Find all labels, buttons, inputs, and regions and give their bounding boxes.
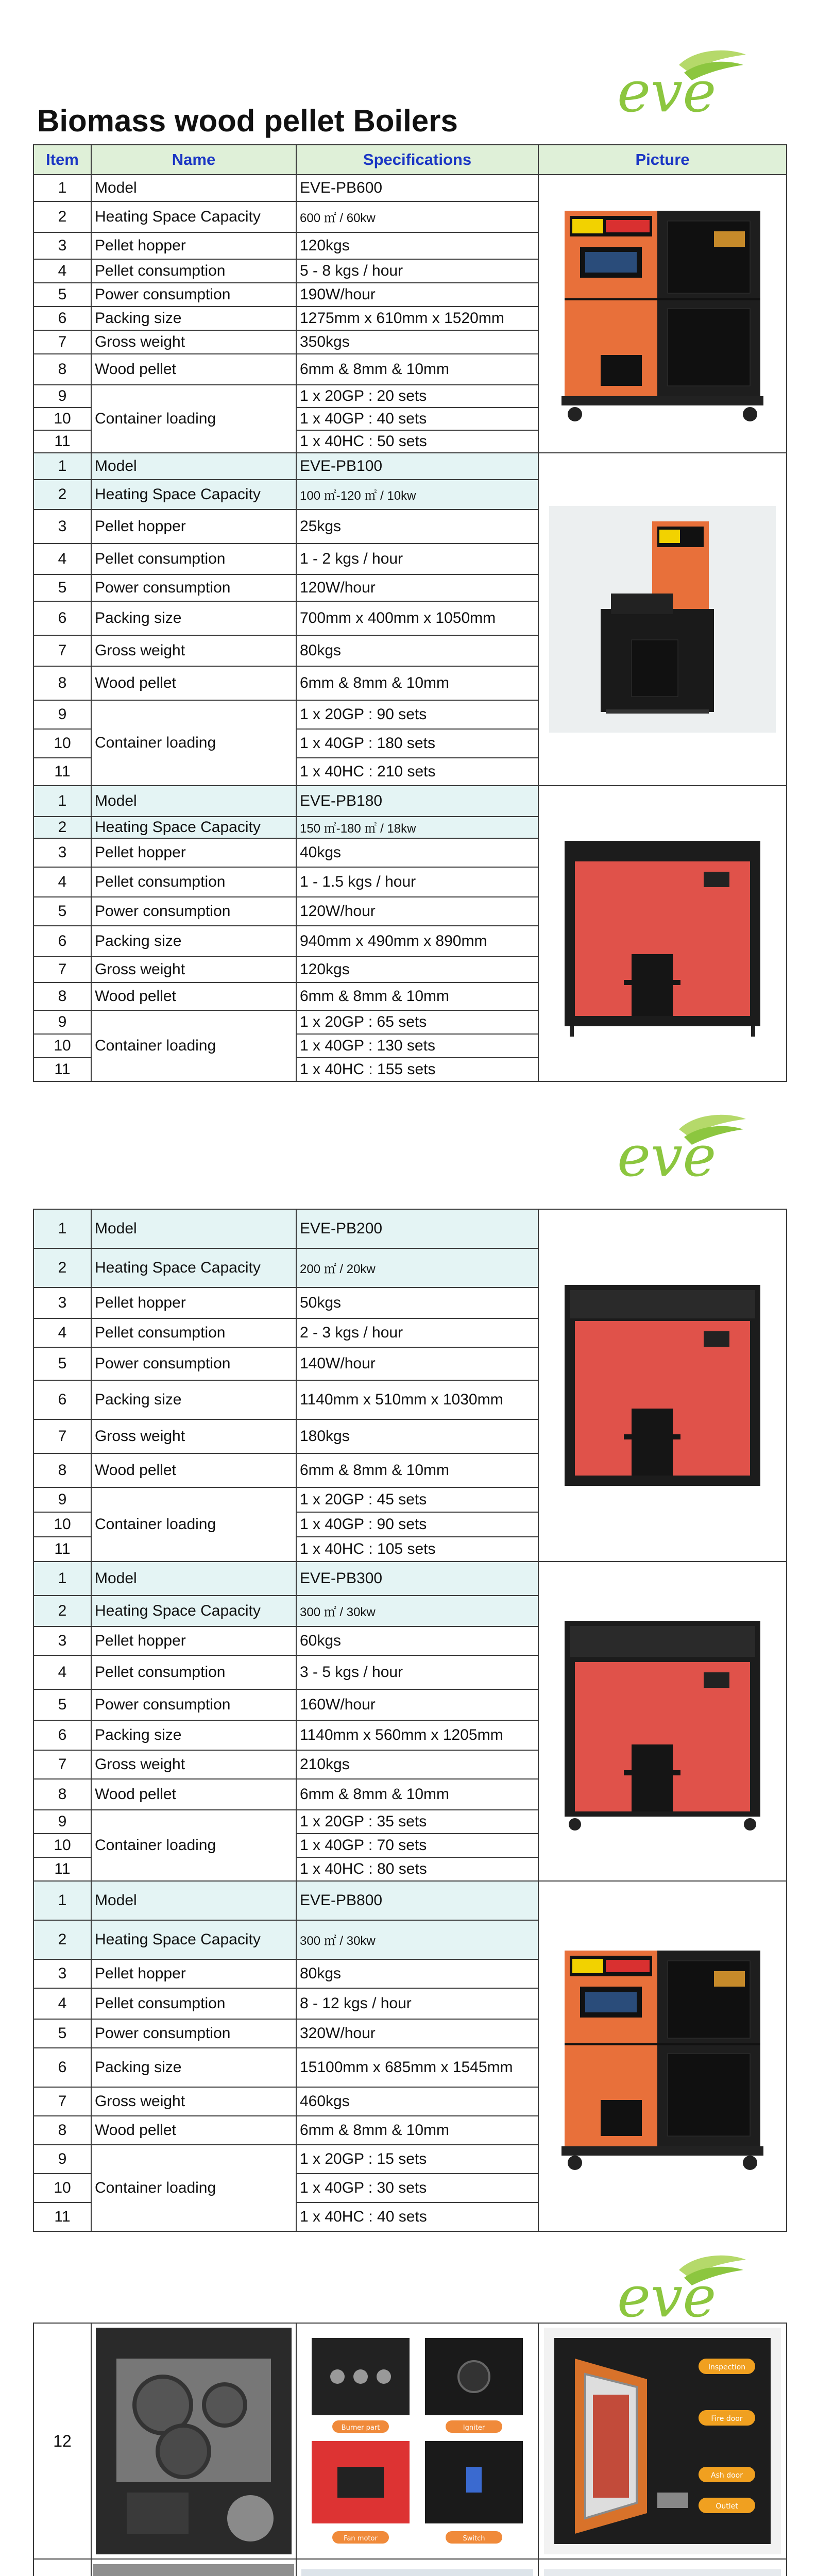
spec-value: 6mm & 8mm & 10mm — [296, 1779, 538, 1810]
row-name: Packing size — [91, 1380, 296, 1419]
row-index: 9 — [33, 700, 91, 729]
row-index: 7 — [33, 330, 91, 354]
heating-capacity-part: 100 ㎡-120 ㎡ — [300, 489, 377, 503]
row-index: 8 — [33, 666, 91, 700]
spec-value: 8 - 12 kgs / hour — [296, 1988, 538, 2019]
spec-value: 1 x 40HC : 155 sets — [296, 1058, 538, 1081]
row-index: 1 — [33, 175, 91, 201]
row-name: Power consumption — [91, 1689, 296, 1720]
spec-value: 1 x 20GP : 20 sets — [296, 385, 538, 408]
row-index: 5 — [33, 574, 91, 601]
spec-value: 1 - 2 kgs / hour — [296, 544, 538, 574]
row-name: Packing size — [91, 601, 296, 635]
row-name: Gross weight — [91, 1419, 296, 1453]
row-name: Container loading — [91, 700, 296, 786]
row-index: 6 — [33, 601, 91, 635]
row-index: 11 — [33, 1537, 91, 1562]
boiler-image-pb180 — [542, 820, 783, 1047]
heating-capacity-part: / 30kw — [336, 1605, 376, 1619]
spec-value: 1 x 20GP : 35 sets — [296, 1810, 538, 1834]
spec-value: 1 x 40GP : 70 sets — [296, 1834, 538, 1857]
row-index: 1 — [33, 453, 91, 480]
boiler-picture-cell — [538, 1209, 787, 1562]
row-name: Gross weight — [91, 1750, 296, 1779]
table-row — [33, 1881, 787, 1920]
row-name: Power consumption — [91, 897, 296, 926]
header-item: Item — [33, 145, 91, 175]
row-index: 9 — [33, 1810, 91, 1834]
spec-value — [296, 817, 538, 838]
row-name: Gross weight — [91, 2087, 296, 2116]
spec-value: EVE-PB200 — [296, 1209, 538, 1248]
row-name: Pellet consumption — [91, 259, 296, 283]
spec-value: 460kgs — [296, 2087, 538, 2116]
row-index: 10 — [33, 1834, 91, 1857]
door-label: Fire door — [711, 2415, 743, 2423]
row-index: 4 — [33, 1988, 91, 2019]
spec-value: 80kgs — [296, 1959, 538, 1988]
row-name: Heating Space Capacity — [91, 1920, 296, 1959]
table-row — [33, 175, 787, 201]
spec-value — [296, 201, 538, 232]
row-name: Heating Space Capacity — [91, 480, 296, 510]
boiler-image-pb800 — [542, 1940, 783, 2172]
door-label: Inspection — [708, 2363, 746, 2371]
spec-value: 2 - 3 kgs / hour — [296, 1318, 538, 1347]
spec-value: 6mm & 8mm & 10mm — [296, 666, 538, 700]
row-index: 3 — [33, 838, 91, 867]
spec-value: 1 x 20GP : 15 sets — [296, 2145, 538, 2174]
row-index: 10 — [33, 729, 91, 758]
spec-value: 350kgs — [296, 330, 538, 354]
spec-value: 25kgs — [296, 510, 538, 544]
photo-table — [33, 2323, 787, 2576]
spec-value: 1 x 40HC : 40 sets — [296, 2202, 538, 2231]
row-index: 6 — [33, 307, 91, 330]
row-index: 1 — [33, 786, 91, 817]
spec-value: 1140mm x 510mm x 1030mm — [296, 1380, 538, 1419]
row-name: Packing size — [91, 307, 296, 330]
door-label: Ash door — [711, 2471, 743, 2480]
row-index: 5 — [33, 1347, 91, 1380]
row-index: 4 — [33, 259, 91, 283]
row-index: 1 — [33, 1881, 91, 1920]
spec-value: 320W/hour — [296, 2019, 538, 2048]
table-row — [33, 1562, 787, 1596]
part-label: Burner part — [341, 2424, 380, 2432]
spec-value: 700mm x 400mm x 1050mm — [296, 601, 538, 635]
components-photo — [296, 2323, 538, 2559]
row-index: 4 — [33, 1318, 91, 1347]
row-index: 8 — [33, 1779, 91, 1810]
row-index: 10 — [33, 2174, 91, 2202]
row-index: 5 — [33, 2019, 91, 2048]
row-name: Pellet hopper — [91, 232, 296, 259]
row-name: Container loading — [91, 1010, 296, 1081]
burner-plate-photo — [91, 2559, 296, 2576]
logo-text: eve — [617, 59, 717, 122]
spec-value: 1 x 40HC : 105 sets — [296, 1537, 538, 1562]
row-index: 11 — [33, 1058, 91, 1081]
row-name: Gross weight — [91, 957, 296, 982]
part-label: Fan motor — [344, 2535, 378, 2543]
row-index: 8 — [33, 982, 91, 1010]
table-header-row — [33, 145, 787, 175]
eve-logo — [607, 2249, 761, 2327]
boiler-picture-cell — [538, 1562, 787, 1881]
gear-drive-photo — [91, 2323, 296, 2559]
page-title: Biomass wood pellet Boilers — [37, 104, 458, 138]
row-name: Pellet hopper — [91, 1287, 296, 1318]
row-index: 4 — [33, 1655, 91, 1689]
row-name: Pellet consumption — [91, 1988, 296, 2019]
row-name: Pellet hopper — [91, 1959, 296, 1988]
spec-value: 15100mm x 685mm x 1545mm — [296, 2048, 538, 2087]
row-name: Model — [91, 453, 296, 480]
row-name: Pellet hopper — [91, 838, 296, 867]
row-index: 10 — [33, 1512, 91, 1537]
spec-value: 5 - 8 kgs / hour — [296, 259, 538, 283]
spec-value: 60kgs — [296, 1626, 538, 1655]
spec-value: 3 - 5 kgs / hour — [296, 1655, 538, 1689]
boiler-picture-cell — [538, 1881, 787, 2231]
row-name: Pellet consumption — [91, 1655, 296, 1689]
spec-value: 1 x 20GP : 65 sets — [296, 1010, 538, 1034]
spec-value: 6mm & 8mm & 10mm — [296, 982, 538, 1010]
row-index: 6 — [33, 1380, 91, 1419]
row-index: 9 — [33, 1010, 91, 1034]
row-name: Model — [91, 786, 296, 817]
logo-text: eve — [617, 2264, 717, 2327]
row-name: Pellet consumption — [91, 544, 296, 574]
photo-row — [33, 2559, 787, 2576]
row-index: 9 — [33, 385, 91, 408]
row-index: 7 — [33, 957, 91, 982]
spec-value: 160W/hour — [296, 1689, 538, 1720]
photo-row — [33, 2323, 787, 2559]
spec-value: 80kgs — [296, 635, 538, 666]
table-row — [33, 1209, 787, 1248]
row-index: 3 — [33, 1959, 91, 1988]
row-name: Pellet hopper — [91, 1626, 296, 1655]
row-index: 10 — [33, 1034, 91, 1058]
row-index: 11 — [33, 430, 91, 453]
part-label: Igniter — [463, 2424, 485, 2432]
row-name: Model — [91, 175, 296, 201]
row-name: Power consumption — [91, 574, 296, 601]
spec-value: EVE-PB300 — [296, 1562, 538, 1596]
spec-value: 180kgs — [296, 1419, 538, 1453]
row-name: Packing size — [91, 1720, 296, 1750]
spec-value: EVE-PB800 — [296, 1881, 538, 1920]
spec-value: 1 x 20GP : 45 sets — [296, 1487, 538, 1512]
row-index: 11 — [33, 758, 91, 786]
row-name: Wood pellet — [91, 1779, 296, 1810]
header-name: Name — [91, 145, 296, 175]
spec-value: 1 x 40GP : 30 sets — [296, 2174, 538, 2202]
row-index: 8 — [33, 354, 91, 385]
row-index: 9 — [33, 2145, 91, 2174]
open-door-photo — [538, 2323, 787, 2559]
boiler-image-pb300 — [542, 1605, 783, 1837]
spec-value: 1 x 40HC : 80 sets — [296, 1857, 538, 1881]
spec-value: 1 x 40GP : 130 sets — [296, 1034, 538, 1058]
spec-value: 190W/hour — [296, 283, 538, 307]
row-index: 2 — [33, 817, 91, 838]
row-name: Container loading — [91, 1810, 296, 1881]
door-label: Outlet — [716, 2502, 738, 2511]
row-name: Power consumption — [91, 1347, 296, 1380]
row-name: Heating Space Capacity — [91, 201, 296, 232]
row-name: Packing size — [91, 2048, 296, 2087]
spec-value: 1 x 40GP : 180 sets — [296, 729, 538, 758]
boiler-picture-cell — [538, 175, 787, 453]
spec-value: 1 - 1.5 kgs / hour — [296, 867, 538, 897]
row-index: 2 — [33, 1596, 91, 1626]
row-name: Wood pellet — [91, 354, 296, 385]
spec-value: 1140mm x 560mm x 1205mm — [296, 1720, 538, 1750]
row-index: 7 — [33, 1750, 91, 1779]
spec-value: 1 x 40HC : 210 sets — [296, 758, 538, 786]
row-index: 7 — [33, 2087, 91, 2116]
truck-container-photo — [296, 2559, 538, 2576]
spec-value: 6mm & 8mm & 10mm — [296, 2116, 538, 2145]
row-name: Model — [91, 1209, 296, 1248]
eve-logo — [607, 44, 761, 122]
row-index: 4 — [33, 867, 91, 897]
row-index: 3 — [33, 1626, 91, 1655]
boiler-image-pb100 — [542, 506, 783, 733]
row-name: Gross weight — [91, 330, 296, 354]
row-name: Power consumption — [91, 2019, 296, 2048]
eve-logo — [607, 1109, 761, 1186]
spec-value: EVE-PB100 — [296, 453, 538, 480]
row-index: 3 — [33, 1287, 91, 1318]
table-row — [33, 786, 787, 817]
row-name: Wood pellet — [91, 2116, 296, 2145]
logo-text: eve — [617, 1123, 717, 1186]
row-name: Gross weight — [91, 635, 296, 666]
spec-value: EVE-PB180 — [296, 786, 538, 817]
photo-row-number: 12 — [33, 2323, 91, 2559]
heating-capacity-part: / 30kw — [336, 1934, 376, 1948]
spec-value: 50kgs — [296, 1287, 538, 1318]
row-index: 1 — [33, 1562, 91, 1596]
spec-value: 140W/hour — [296, 1347, 538, 1380]
spec-value: 120kgs — [296, 232, 538, 259]
photo-row-number — [33, 2559, 91, 2576]
row-name: Pellet hopper — [91, 510, 296, 544]
row-name: Container loading — [91, 385, 296, 453]
spec-value: 120kgs — [296, 957, 538, 982]
row-index: 11 — [33, 1857, 91, 1881]
row-index: 5 — [33, 1689, 91, 1720]
row-name: Model — [91, 1881, 296, 1920]
heating-capacity-part: 300 ㎡ — [300, 1605, 336, 1619]
spec-value: 210kgs — [296, 1750, 538, 1779]
row-index: 3 — [33, 232, 91, 259]
row-name: Pellet consumption — [91, 1318, 296, 1347]
spec-value: EVE-PB600 — [296, 175, 538, 201]
row-index: 5 — [33, 897, 91, 926]
row-name: Model — [91, 1562, 296, 1596]
header-picture: Picture — [538, 145, 787, 175]
spec-value — [296, 1248, 538, 1287]
row-name: Power consumption — [91, 283, 296, 307]
row-index: 6 — [33, 926, 91, 957]
spec-value: 40kgs — [296, 838, 538, 867]
row-index: 1 — [33, 1209, 91, 1248]
spec-table-2 — [33, 1209, 787, 2232]
spec-value: 1 x 40GP : 40 sets — [296, 408, 538, 430]
boiler-image-pb200 — [542, 1269, 783, 1501]
row-name: Packing size — [91, 926, 296, 957]
heating-capacity-part: / 10kw — [377, 489, 416, 503]
spec-value — [296, 1596, 538, 1626]
spec-value: 940mm x 490mm x 890mm — [296, 926, 538, 957]
row-name: Wood pellet — [91, 982, 296, 1010]
row-index: 5 — [33, 283, 91, 307]
spec-value: 1 x 40HC : 50 sets — [296, 430, 538, 453]
row-index: 7 — [33, 635, 91, 666]
heating-capacity-part: 600 ㎡ — [300, 211, 336, 225]
row-index: 6 — [33, 2048, 91, 2087]
row-name: Heating Space Capacity — [91, 1248, 296, 1287]
row-name: Container loading — [91, 1487, 296, 1562]
row-index: 11 — [33, 2202, 91, 2231]
heating-capacity-part: 200 ㎡ — [300, 1262, 336, 1276]
row-index: 6 — [33, 1720, 91, 1750]
row-name: Heating Space Capacity — [91, 1596, 296, 1626]
spec-value — [296, 480, 538, 510]
spec-value: 120W/hour — [296, 897, 538, 926]
row-index: 4 — [33, 544, 91, 574]
row-index: 2 — [33, 201, 91, 232]
row-index: 3 — [33, 510, 91, 544]
row-index: 8 — [33, 1453, 91, 1487]
heating-capacity-part: 150 ㎡-180 ㎡ — [300, 822, 377, 836]
header-specs: Specifications — [296, 145, 538, 175]
boiler-image-pb600 — [542, 200, 783, 427]
row-index: 2 — [33, 1920, 91, 1959]
row-name: Wood pellet — [91, 666, 296, 700]
boiler-picture-cell — [538, 453, 787, 786]
red-container-photo — [538, 2559, 787, 2576]
spec-value — [296, 1920, 538, 1959]
row-index: 2 — [33, 480, 91, 510]
spec-table-1 — [33, 144, 787, 1082]
heating-capacity-part: 300 ㎡ — [300, 1934, 336, 1948]
row-name: Container loading — [91, 2145, 296, 2231]
part-label: Switch — [463, 2535, 485, 2543]
table-row — [33, 453, 787, 480]
heating-capacity-part: / 18kw — [377, 822, 416, 836]
row-name: Wood pellet — [91, 1453, 296, 1487]
row-name: Pellet consumption — [91, 867, 296, 897]
heating-capacity-part: / 20kw — [336, 1262, 376, 1276]
row-index: 10 — [33, 408, 91, 430]
spec-value: 6mm & 8mm & 10mm — [296, 1453, 538, 1487]
spec-value: 1 x 20GP : 90 sets — [296, 700, 538, 729]
row-index: 2 — [33, 1248, 91, 1287]
spec-value: 1275mm x 610mm x 1520mm — [296, 307, 538, 330]
spec-value: 120W/hour — [296, 574, 538, 601]
row-index: 9 — [33, 1487, 91, 1512]
row-index: 7 — [33, 1419, 91, 1453]
row-name: Heating Space Capacity — [91, 817, 296, 838]
heating-capacity-part: / 60kw — [336, 211, 376, 225]
spec-value: 6mm & 8mm & 10mm — [296, 354, 538, 385]
row-index: 8 — [33, 2116, 91, 2145]
boiler-picture-cell — [538, 786, 787, 1081]
spec-value: 1 x 40GP : 90 sets — [296, 1512, 538, 1537]
